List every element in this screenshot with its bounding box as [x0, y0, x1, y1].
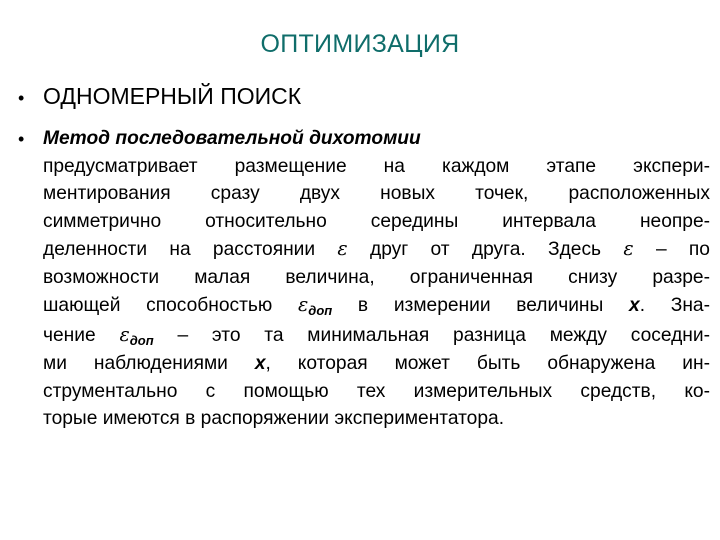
paragraph-line [43, 321, 710, 351]
text-fragment: шающей способностью [43, 295, 298, 316]
paragraph-line: торые имеются в распоряжении экспериментатора. [43, 408, 505, 429]
bullet-list [18, 82, 710, 433]
paragraph-line [43, 350, 710, 378]
paragraph-line: симметрично относительно середины интервала неопре- [43, 210, 710, 232]
subscript-dop: доп [308, 303, 333, 318]
slide-title: ОПТИМИЗАЦИЯ [260, 30, 460, 58]
heading-bullet-text: ОДНОМЕРНЫЙ ПОИСК [43, 83, 302, 109]
text-fragment: деленности на расстоянии [43, 239, 338, 260]
text-fragment: ми наблюдениями [43, 353, 255, 374]
method-name: Метод последовательной дихотомии [43, 128, 421, 149]
paragraph-line [43, 235, 710, 264]
text-fragment: в измерении величины [332, 295, 630, 316]
paragraph-line: струментально с помощью тех измерительных средств, ко- [43, 380, 710, 402]
paragraph-line: возможности малая величина, ограниченная снизу разре- [43, 266, 710, 288]
paragraph-line: предусматривает размещение на каждом этапе экспери- [43, 155, 710, 177]
paragraph-line [43, 291, 710, 321]
subscript-dop: доп [129, 332, 154, 348]
text-fragment: , которая может быть обнаружена ин- [265, 353, 710, 374]
epsilon-symbol: ε [119, 322, 130, 346]
epsilon-symbol: ε [623, 237, 634, 260]
bullet-item-method [18, 125, 710, 433]
bullet-dot-icon: • [18, 88, 25, 108]
text-fragment: – по [633, 239, 710, 260]
epsilon-symbol: ε [337, 237, 348, 260]
bullet-item-one-dimensional-search [18, 82, 710, 110]
method-description [43, 153, 710, 433]
text-fragment: . Зна- [639, 295, 710, 316]
text-fragment: чение [43, 324, 120, 346]
bullet-dot-icon: • [18, 129, 25, 149]
variable-x: x [629, 295, 640, 316]
paragraph-line: ментирования сразу двух новых точек, расположенных [43, 183, 710, 204]
variable-x: x [254, 353, 266, 374]
epsilon-symbol: ε [298, 293, 309, 316]
text-fragment: друг от друга. Здесь [347, 239, 624, 260]
text-fragment: – это та минимальная разница между соседни- [153, 324, 710, 346]
